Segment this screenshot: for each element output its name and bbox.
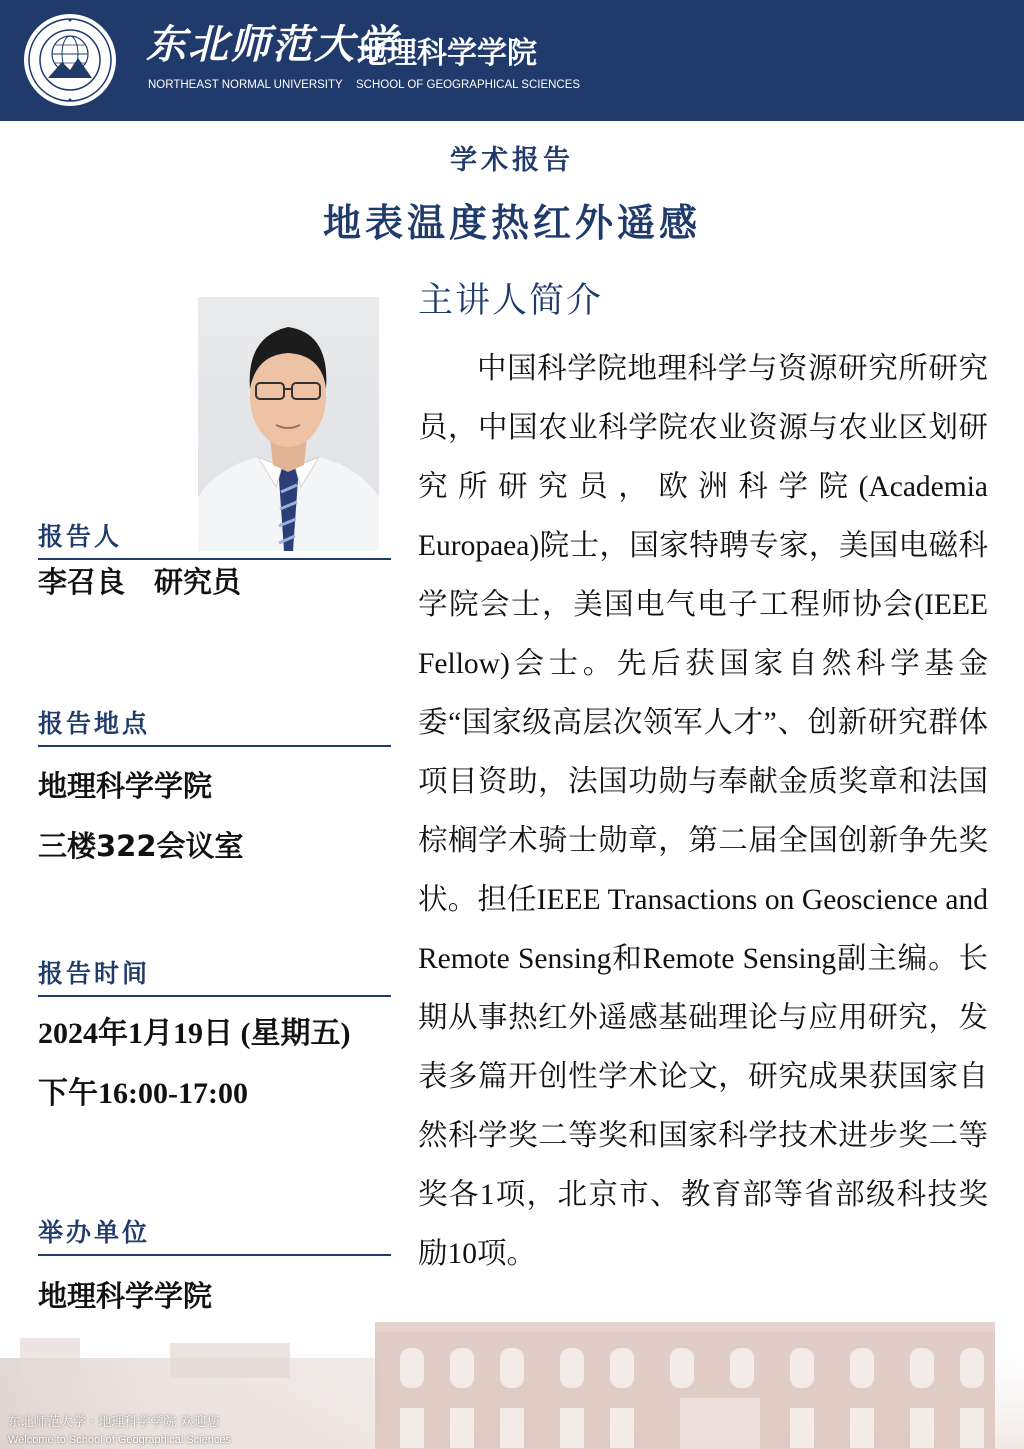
header-banner xyxy=(0,0,1024,121)
time-date: 2024年1月19日 (星期五) xyxy=(38,1017,351,1050)
speaker-divider xyxy=(38,558,391,560)
organizer-divider xyxy=(38,1254,391,1256)
school-name-en: SCHOOL OF GEOGRAPHICAL SCIENCES xyxy=(356,79,581,91)
bio-heading: 主讲人简介 xyxy=(418,281,604,321)
organizer-value: 地理科学学院 xyxy=(38,1279,213,1313)
report-title: 地表温度热红外遥感 xyxy=(322,200,701,245)
school-name-cn: 地理科学学院 xyxy=(357,36,537,71)
speaker-photo xyxy=(198,297,379,551)
time-hours: 下午16:00-17:00 xyxy=(38,1077,248,1110)
university-seal-icon xyxy=(22,12,118,108)
speaker-label: 报告人 xyxy=(38,522,123,551)
report-type-label: 学术报告 xyxy=(450,145,574,176)
footer-welcome-en: Welcome to School of Geographical Sciences xyxy=(8,1434,231,1446)
venue-line1: 地理科学学院 xyxy=(38,769,213,803)
time-label: 报告时间 xyxy=(38,959,151,988)
bio-text: 中国科学院地理科学与资源研究所研究员，中国农业科学院农业资源与农业区划研究所研究员，欧洲科学院(Academia Europaea)院士，国家特聘专家，美国电磁科学院会士，美国电气电子工程师协会(IEEE Fellow)会士。先后获国家自然科学基金委“国家级高层次领军人才”、创新研究群体项目资助，法国功勋与奉献金质奖章和法国棕榈学术骑士勋章，第二届全国创新争先奖状。担任IEEE Transactions on Geoscience and Remote Sensing和Remote Sensing副主编。长期从事热红外遥感基础理论与应用研究，发表多篇开创性学术论文，研究成果获国家自然科学奖二等奖和国家科学技术进步奖二等奖各1项，北京市、教育部等省部级科技奖励10项。 xyxy=(418,353,988,1270)
footer-welcome-cn: 东北师范大学 · 地理科学学院 欢迎您 xyxy=(8,1415,220,1430)
venue-label: 报告地点 xyxy=(38,709,151,738)
venue-divider xyxy=(38,745,391,747)
speaker-name: 李召良 研究员 xyxy=(38,565,242,599)
university-name-en: NORTHEAST NORMAL UNIVERSITY xyxy=(148,79,343,91)
speaker-portrait-icon xyxy=(198,297,379,551)
time-divider xyxy=(38,995,391,997)
organizer-label: 举办单位 xyxy=(38,1218,151,1247)
venue-line2: 三楼322会议室 xyxy=(38,829,244,863)
university-name-cn: 东北师范大学 xyxy=(146,21,398,68)
